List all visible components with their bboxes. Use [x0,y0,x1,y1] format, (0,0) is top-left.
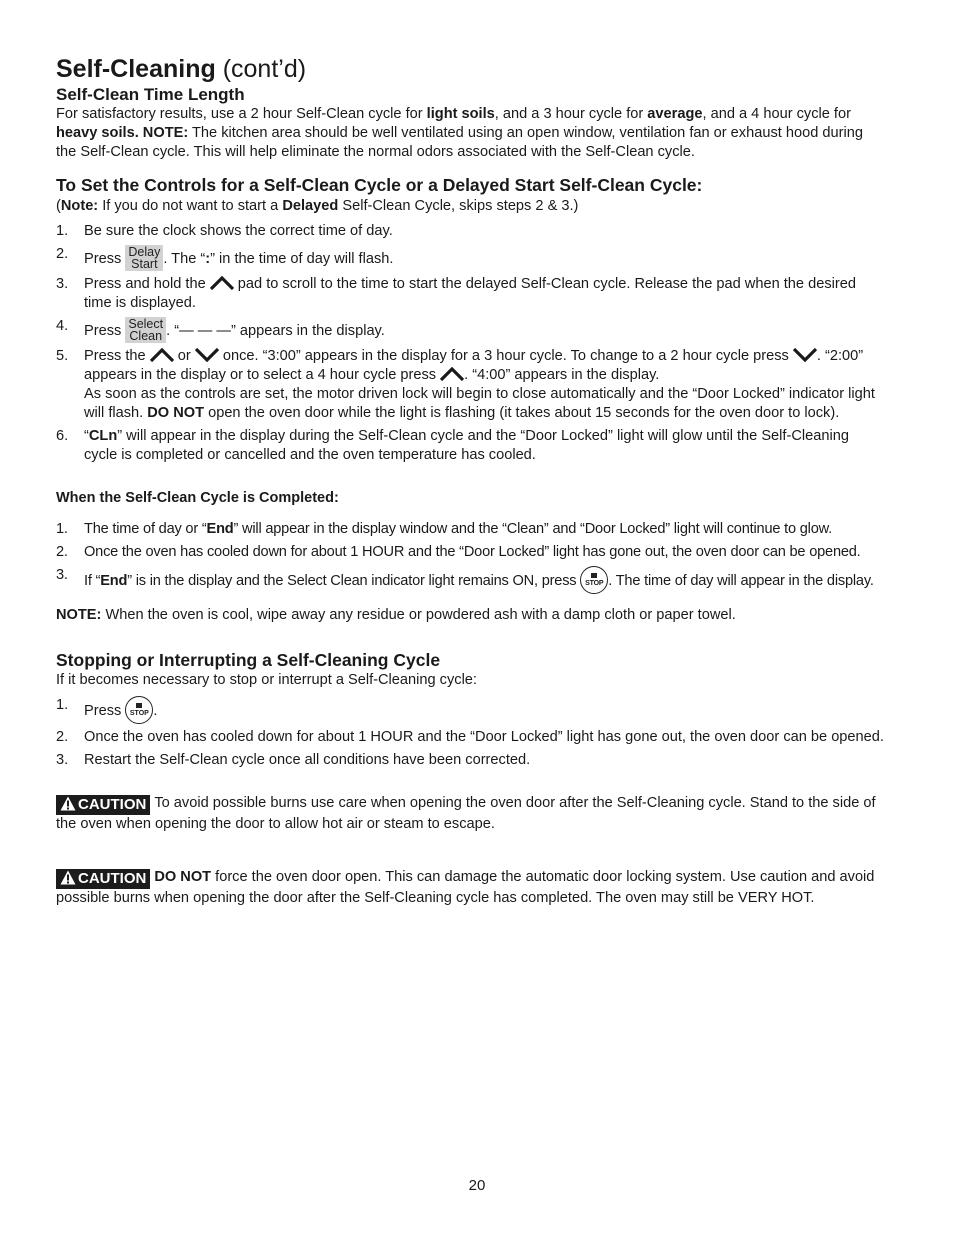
list-item: 3. If “End” is in the display and the Select Clean indicator light remains ON, press STOP . The time of day will appear in the display. [56,566,886,594]
page-title: Self-Cleaning (cont’d) [56,55,307,83]
list-item: 1. The time of day or “End” will appear in the display window and the “Clean” and “Door Locked” light will continue to glow. [56,521,833,537]
warning-icon [60,796,76,811]
list-item: 5. Press the or once. “3:00” appears in the display for a 3 hour cycle. To change to a 2 hour cycle press . “2:00” appears in the display or to select a 4 hour cycle press . “4:00” appears in the display. As soon as the controls are set, the motor driven lock will begin to close automatically and the “Door Locked” indicator light will flash. DO NOT open the oven door while the light is flashing (it takes about 15 seconds for the oven door to lock). [56,348,875,421]
list-item: 4. Press Select Clean . “— — —” appears in the display. [56,317,385,343]
list-item: 2. Once the oven has cooled down for about 1 HOUR and the “Door Locked” light has gone out, the oven door can be opened. [56,544,861,560]
caution-door: CAUTION DO NOT force the oven door open. This can damage the automatic door locking system. Use caution and avoid possible burns when opening the door after the Self-Cleaning cycle has completed. The oven may still be VERY HOT. [56,869,875,906]
completed-note: NOTE: When the oven is cool, wipe away any residue or powdered ash with a damp cloth or paper towel. [56,607,736,623]
chevron-down-icon [195,348,219,362]
list-item: 1. Be sure the clock shows the correct time of day. [56,223,393,239]
list-item: 3. Press and hold the pad to scroll to the time to start the delayed Self-Clean cycle. Release the pad when the desired time is displayed. [56,276,856,311]
chevron-up-icon [440,367,464,381]
delay-start-key: Delay Start [125,245,163,271]
chevron-up-icon [150,348,174,362]
list-item: 1. Press STOP . [56,696,886,724]
completed-steps-list [56,520,886,594]
stopping-steps-list [56,696,886,770]
list-item: 6. “CLn” will appear in the display during the Self-Clean cycle and the “Door Locked” light will glow until the Self-Cleaning cycle is completed or cancelled and the oven temperature has cooled. [56,428,849,463]
controls-steps-list [56,222,886,465]
intro-paragraph: For satisfactory results, use a 2 hour Self-Clean cycle for light soils, and a 3 hour cycle for average, and a 4 hour cycle for heavy soils. NOTE: The kitchen area should be well ventilated using an open window, ventilation fan or exhaust hood during the Self-Clean cycle. This will help eliminate the normal odors associated with the Self-Clean cycle. [56,106,863,160]
caution-badge: CAUTION [56,795,150,815]
chevron-up-icon [210,276,234,290]
section-heading-set-controls: To Set the Controls for a Self-Clean Cycle or a Delayed Start Self-Clean Cycle: [56,175,703,195]
list-item: 3. Restart the Self-Clean cycle once all conditions have been corrected. [56,752,531,768]
stop-key-icon: STOP [125,696,153,724]
section-heading-time-length: Self-Clean Time Length [56,85,245,104]
page-content [56,54,886,908]
list-item: 2. Once the oven has cooled down for about 1 HOUR and the “Door Locked” light has gone out, the oven door can be opened. [56,729,884,745]
controls-note: (Note: If you do not want to start a Delayed Self-Clean Cycle, skips steps 2 & 3.) [56,198,579,214]
section-heading-stopping: Stopping or Interrupting a Self-Cleaning Cycle [56,650,441,670]
caution-burns: CAUTION To avoid possible burns use care when opening the oven door after the Self-Cleaning cycle. Stand to the side of the oven when opening the door to allow hot air or steam to escape. [56,795,876,832]
list-item: 2. Press Delay Start . The “:” in the time of day will flash. [56,245,394,271]
caution-badge: CAUTION [56,869,150,889]
stop-key-icon: STOP [580,566,608,594]
warning-icon [60,870,76,885]
stopping-intro: If it becomes necessary to stop or interrupt a Self-Cleaning cycle: [56,672,477,688]
chevron-down-icon [793,348,817,362]
page-number: 20 [468,1177,486,1194]
section-heading-completed: When the Self-Clean Cycle is Completed: [56,490,339,506]
select-clean-key: Select Clean [125,317,166,343]
